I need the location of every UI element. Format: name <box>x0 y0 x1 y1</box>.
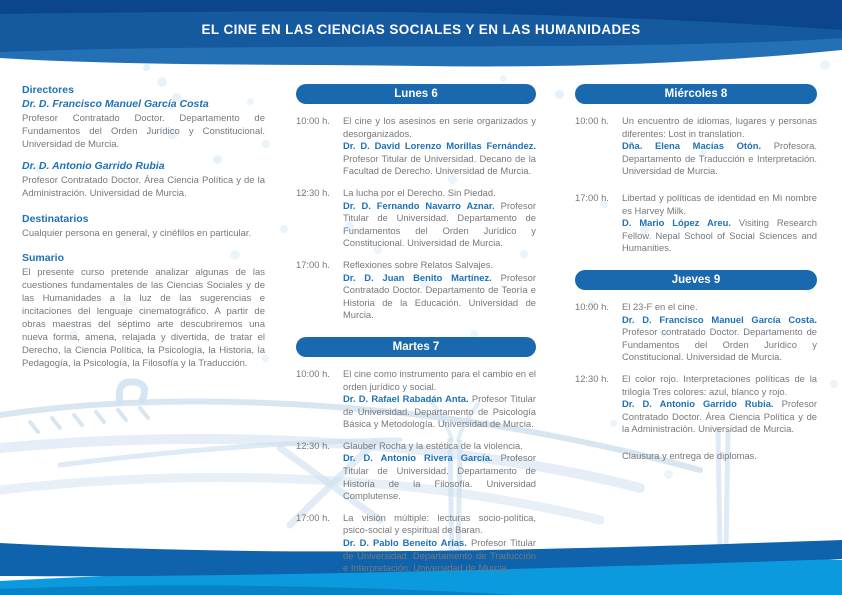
schedule-event <box>296 512 536 575</box>
schedule-event <box>296 368 536 431</box>
decorative-dot <box>500 75 507 82</box>
summary-section <box>22 252 265 371</box>
event-detail <box>622 140 817 178</box>
schedule-event <box>296 259 536 322</box>
event-title: Glauber Rocha y la estética de la violencia. <box>343 439 523 451</box>
event-time: 12:30 h. <box>575 372 609 384</box>
event-detail <box>343 537 536 575</box>
event-title: El cine y los asesinos en serie organizados y desorganizados. <box>343 115 536 139</box>
event-speaker-description: Profesor Titular de Universidad. Departamento de Historia de la Filosofía. Universidad Complutense. <box>343 452 537 502</box>
summary-heading: Sumario <box>22 251 65 264</box>
event-time: 10:00 h. <box>296 115 330 126</box>
info-column <box>22 84 265 383</box>
event-speaker: Dr. D. Antonio Rivera García. <box>343 452 493 464</box>
event-speaker-description: Profesor Contratado Doctor. Área Ciencia Política y de la Administración. Universidad de Murcia. <box>622 398 817 435</box>
schedule-event <box>575 192 817 255</box>
day-section-miercoles <box>575 84 817 255</box>
recipients-heading: Destinatarios <box>22 212 89 225</box>
event-title: El 23-F en el cine. <box>622 300 698 312</box>
schedule-event <box>296 440 536 503</box>
event-body <box>343 440 536 503</box>
recipients-section <box>22 213 265 240</box>
event-speaker-description: Visiting Research Fellow. Nepal School of Social Sciences and Humanities. <box>622 217 817 254</box>
decorative-dot <box>555 90 564 99</box>
decorative-dot <box>143 64 150 71</box>
director-name: Dr. D. Antonio Garrido Rubia <box>22 160 165 173</box>
day-header-pill: Jueves 9 <box>575 270 817 290</box>
event-speaker-description: Profesor Titular de Universidad. Departamento de Psicología Básica y Metodología. Universidad de Murcia. <box>343 393 536 430</box>
day-section-lunes <box>296 84 536 322</box>
event-speaker-description: Profesor Contratado Doctor. Departamento de Teoría e Historia de la Educación. Universidad de Murcia. <box>343 271 537 321</box>
decorative-dot <box>280 225 288 233</box>
event-body <box>343 259 536 322</box>
event-speaker-description: Profesor contratado Doctor. Departamento de Fundamentos del Orden Jurídico y Constitucional. Universidad de Murcia. <box>622 326 817 363</box>
event-speaker: Dr. D. Antonio Garrido Rubia. <box>622 398 774 410</box>
event-speaker-description: Profesora. Departamento de Traducción e Interpretación. Universidad de Murcia. <box>622 140 817 177</box>
event-time: 10:00 h. <box>575 115 609 126</box>
schedule-column-left <box>296 84 536 584</box>
event-body <box>343 368 536 431</box>
schedule-column-right <box>575 84 817 461</box>
event-speaker: D. Mario López Areu. <box>622 217 731 229</box>
event-time: 10:00 h. <box>575 300 609 312</box>
event-time: 12:30 h. <box>296 186 330 198</box>
event-speaker: Dr. D. David Lorenzo Morillas Fernández. <box>343 140 536 152</box>
event-detail <box>343 452 536 502</box>
event-time: 17:00 h. <box>296 258 330 270</box>
event-speaker: Dr. D. Fernando Navarro Aznar. <box>343 199 495 211</box>
event-detail <box>622 314 817 364</box>
day-header-pill: Miércoles 8 <box>575 84 817 104</box>
event-title: La lucha por el Derecho. Sin Piedad. <box>343 186 496 198</box>
schedule-event <box>296 187 536 250</box>
event-time: 17:00 h. <box>296 511 330 523</box>
event-title: Libertad y políticas de identidad en Mi nombre es Harvey Milk. <box>622 191 817 216</box>
event-body <box>343 187 536 250</box>
page-title: EL CINE EN LAS CIENCIAS SOCIALES Y EN LAS HUMANIDADES <box>201 22 641 37</box>
event-title: La visión múltiple: lecturas socio-política, psico-social y espiritual de Baran. <box>343 511 536 536</box>
day-section-martes <box>296 337 536 575</box>
recipients-text: Cualquier persona en general, y cinéfilos en particular. <box>22 227 252 239</box>
event-speaker-description: Profesor Titular de Universidad. Departamento de Traducción e Interpretación. Universidad de Murcia. <box>343 537 536 574</box>
event-body <box>622 115 817 178</box>
event-detail <box>343 140 536 178</box>
event-title: El cine como instrumento para el cambio en el orden jurídico y social. <box>343 367 536 392</box>
day-header-pill: Lunes 6 <box>296 84 536 104</box>
directors-heading: Directores <box>22 84 74 96</box>
day-section-jueves <box>575 270 817 461</box>
event-speaker: Dña. Elena Macías Otón. <box>622 140 762 152</box>
event-speaker: Dr. D. Pablo Beneito Arias. <box>343 537 467 549</box>
director-name: Dr. D. Francisco Manuel García Costa <box>22 98 209 110</box>
schedule-event <box>575 301 817 364</box>
decorative-dot <box>664 470 673 479</box>
event-time: 10:00 h. <box>296 367 330 379</box>
event-speaker-description: Profesor Titular de Universidad. Decano de la Facultad de Derecho. Universidad de Murcia. <box>343 152 536 177</box>
schedule-event <box>575 373 817 436</box>
event-speaker: Dr. D. Francisco Manuel García Costa. <box>622 313 817 325</box>
schedule-event <box>296 115 536 178</box>
directors-section <box>22 84 265 201</box>
event-detail <box>622 398 817 436</box>
event-time: 12:30 h. <box>296 439 330 451</box>
summary-text: El presente curso pretende analizar algunas de las cuestiones fundamentales de las Ciencias Sociales y de las Humanidades a la luz de las sugerencias e incitaciones del lenguaje cinematográfico. A partir de obras maestras del séptimo arte descubriremos una nueva forma, amena, relajada y divertida, de tratar el Derecho, la Ciencia Política, la Psicología, la Historia, la Pedagogía, la Psicología, la Filosofía y la Traducción. <box>22 266 265 370</box>
event-title: Reflexiones sobre Relatos Salvajes. <box>343 258 494 270</box>
decorative-dot <box>820 60 830 70</box>
closing-note: Clausura y entrega de diplomas. <box>622 449 757 461</box>
event-detail <box>343 393 536 431</box>
event-detail <box>343 272 536 322</box>
event-detail <box>622 217 817 255</box>
event-title: El color rojo. Interpretaciones políticas de la trilogía Tres colores: azul, blanco y rojo. <box>622 372 817 397</box>
event-speaker-description: Profesor Titular de Universidad. Departamento de Fundamentos del Orden Jurídico y Constitucional. Universidad de Murcia. <box>343 199 536 249</box>
director-description: Profesor Contratado Doctor. Área Ciencia Política y de la Administración. Universidad de Murcia. <box>22 175 265 200</box>
decorative-dot <box>830 380 838 388</box>
event-body <box>343 512 536 575</box>
director-description: Profesor Contratado Doctor. Departamento de Fundamentos del Orden Jurídico y Constitucional. Universidad de Murcia. <box>22 113 265 151</box>
event-body <box>622 373 817 436</box>
event-speaker: Dr. D. Juan Benito Martínez. <box>343 271 492 283</box>
day-header-pill: Martes 7 <box>296 337 536 357</box>
event-body <box>343 115 536 178</box>
event-detail <box>343 200 536 250</box>
event-speaker: Dr. D. Rafael Rabadán Anta. <box>343 393 469 405</box>
event-body <box>622 301 817 364</box>
schedule-event <box>575 115 817 178</box>
event-body <box>622 192 817 255</box>
event-title: Un encuentro de idiomas, lugares y personas diferentes: Lost in translation. <box>622 115 817 139</box>
event-time: 17:00 h. <box>575 191 609 203</box>
